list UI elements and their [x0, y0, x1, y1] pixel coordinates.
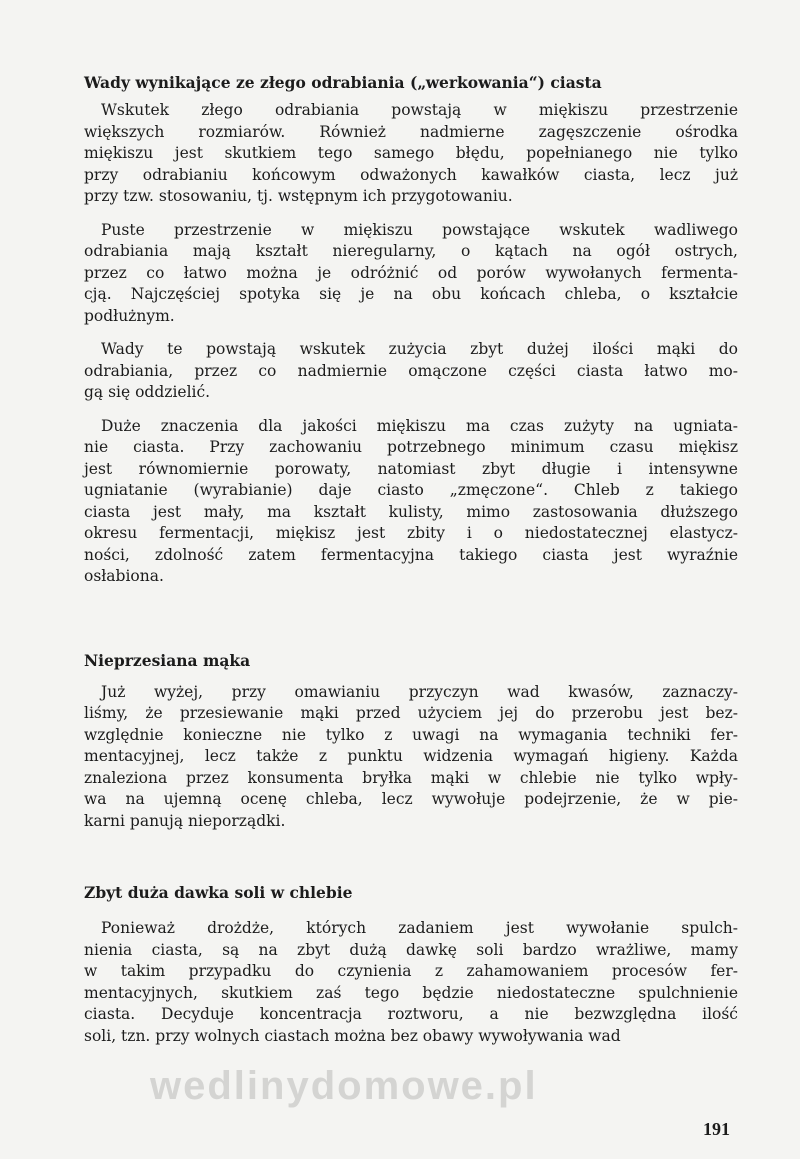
section-unsifted-flour	[84, 650, 738, 833]
text-line: okresu fermentacji, miękisz jest zbity i o niedostatecznej elastycz-	[84, 524, 738, 542]
text-line: podłużnym.	[84, 306, 175, 325]
text-line: Wskutek złego odrabiania powstają w miękiszu przestrzenie	[101, 101, 738, 119]
text-line: odrabiania mają kształt nieregularny, o kątach na ogół ostrych,	[84, 242, 738, 260]
text-line: przy odrabianiu końcowym odważonych kawałków ciasta, lecz już	[84, 165, 738, 184]
text-line: odrabiania, przez co nadmiernie omączone części ciasta łatwo mo-	[84, 361, 738, 380]
text-line: mentacyjnych, skutkiem zaś tego będzie niedostateczne spulchnienie	[84, 983, 738, 1002]
section-too-much-salt	[84, 882, 738, 1047]
text-line: względnie konieczne nie tylko z uwagi na wymagania techniki fer-	[84, 725, 738, 744]
paragraph	[84, 918, 738, 1047]
paragraph	[84, 682, 738, 833]
paragraph	[84, 416, 738, 588]
paragraph	[84, 220, 738, 328]
text-line: ciasta. Decyduje koncentracja roztworu, a nie bezwzględna ilość	[84, 1005, 738, 1023]
text-line: gą się oddzielić.	[84, 383, 211, 401]
page-number: 191	[703, 1119, 730, 1139]
text-line: ugniatanie (wyrabianie) daje ciasto „zmęczone“. Chleb z takiego	[84, 481, 738, 499]
text-line: znaleziona przez konsumenta bryłka mąki w chlebie nie tylko wpły-	[84, 768, 738, 787]
text-line: Wady te powstają wskutek zużycia zbyt dużej ilości mąki do	[101, 340, 738, 358]
page-body	[84, 72, 738, 1047]
text-line: nie ciasta. Przy zachowaniu potrzebnego minimum czasu miękisz	[84, 438, 738, 456]
text-line: miękiszu jest skutkiem tego samego błędu, popełnianego nie tylko	[84, 144, 738, 162]
text-line: Puste przestrzenie w miękiszu powstające wskutek wadliwego	[101, 220, 738, 239]
paragraph	[84, 339, 738, 404]
paragraph	[84, 100, 738, 208]
text-line: ności, zdolność zatem fermentacyjna takiego ciasta jest wyraźnie	[84, 545, 738, 564]
text-line: wa na ujemną ocenę chleba, lecz wywołuje podejrzenie, że w pie-	[84, 790, 738, 808]
text-line: nienia ciasta, są na zbyt dużą dawkę soli bardzo wrażliwe, mamy	[84, 940, 738, 959]
text-line: ciasta jest mały, ma kształt kulisty, mimo zastosowania dłuższego	[84, 502, 738, 521]
text-line: soli, tzn. przy wolnych ciastach można bez obawy wywoływania wad	[84, 1026, 621, 1045]
text-line: karni panują nieporządki.	[84, 811, 286, 830]
text-line: osłabiona.	[84, 567, 164, 585]
text-line: przez co łatwo można je odróżnić od porów wywołanych fermenta-	[84, 263, 738, 282]
text-line: przy tzw. stosowaniu, tj. wstępnym ich przygotowaniu.	[84, 187, 513, 205]
section-heading: Nieprzesiana mąka	[84, 650, 251, 670]
section-heading: Wady wynikające ze złego odrabiania („werkowania“) ciasta	[84, 73, 602, 92]
text-line: liśmy, że przesiewanie mąki przed użyciem jej do przerobu jest bez-	[84, 704, 738, 722]
text-line: jest równomiernie porowaty, natomiast zbyt długie i intensywne	[84, 459, 738, 478]
watermark: wedlinydomowe.pl	[150, 1064, 538, 1108]
text-line: większych rozmiarów. Również nadmierne zagęszczenie ośrodka	[84, 122, 738, 141]
text-line: Ponieważ drożdże, których zadaniem jest wywołanie spulch-	[101, 919, 738, 937]
text-line: Duże znaczenia dla jakości miękiszu ma czas zużyty na ugniata-	[101, 416, 738, 435]
section-heading: Zbyt duża dawka soli w chlebie	[84, 883, 353, 902]
text-line: cją. Najczęściej spotyka się je na obu końcach chleba, o kształcie	[84, 285, 738, 303]
section-bad-kneading	[84, 72, 738, 588]
text-line: mentacyjnej, lecz także z punktu widzenia wymagań higieny. Każda	[84, 747, 738, 765]
text-line: w takim przypadku do czynienia z zahamowaniem procesów fer-	[84, 962, 738, 980]
text-line: Już wyżej, przy omawianiu przyczyn wad kwasów, zaznaczy-	[101, 682, 738, 701]
